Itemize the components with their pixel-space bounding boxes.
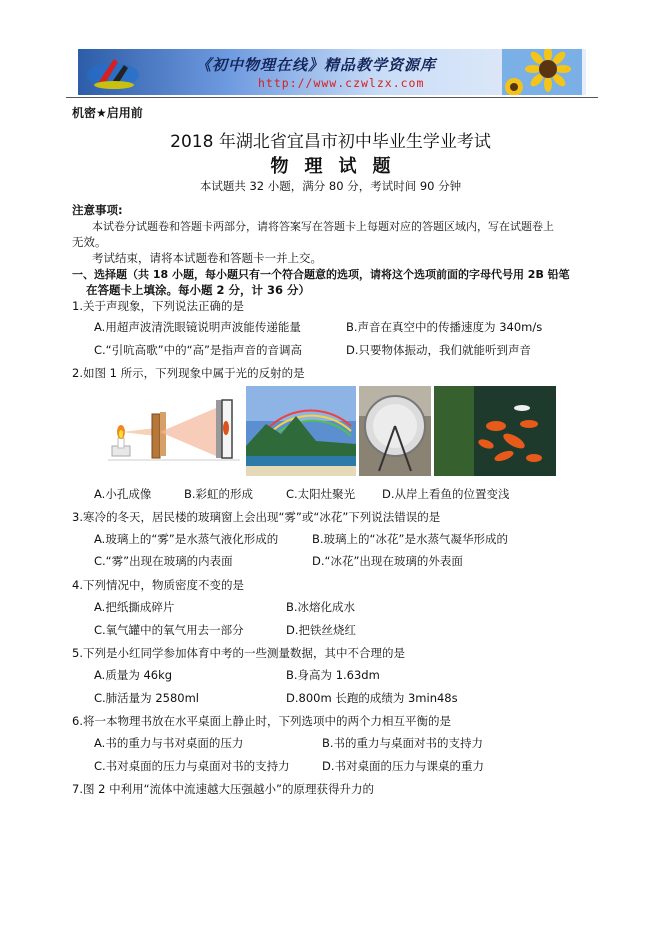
fish-pond-icon xyxy=(434,386,556,476)
question-3-option-d: D.“冰花”出现在玻璃的外表面 xyxy=(312,554,463,568)
question-4-option-a: A.把纸撕成碎片 xyxy=(94,600,175,614)
question-1-option-a: A.用超声波清洗眼镜说明声波能传递能量 xyxy=(94,320,301,334)
question-6-option-c: C.书对桌面的压力与桌面对书的支持力 xyxy=(94,759,290,773)
figure-1d-fish-pond xyxy=(434,386,556,476)
notes-line-2: 无效。 xyxy=(72,235,107,249)
question-2-option-c: C.太阳灶聚光 xyxy=(286,487,356,501)
section-heading-line-1: 一、选择题（共 18 小题，每小题只有一个符合题意的选项，请将这个选项前面的字母代号用 2B 铅笔 xyxy=(72,268,570,281)
question-4-option-b: B.冰熔化成水 xyxy=(286,600,356,614)
question-4-option-c: C.氧气罐中的氧气用去一部分 xyxy=(94,623,244,637)
question-2-option-b: B.彩虹的形成 xyxy=(184,487,254,501)
question-7-stem: 7.图 2 中利用“流体中流速越大压强越小”的原理获得升力的 xyxy=(72,782,375,796)
figure-1b-rainbow xyxy=(246,386,356,476)
question-5-option-d: D.800m 长跑的成绩为 3min48s xyxy=(286,691,458,705)
banner-title: 《初中物理在线》精品教学资源库 xyxy=(196,56,437,74)
question-3-stem: 3.寒冷的冬天，居民楼的玻璃窗上会出现“雾”或“冰花”下列说法错误的是 xyxy=(72,510,441,524)
secret-label: 机密★启用前 xyxy=(72,106,143,120)
question-1-option-b: B.声音在真空中的传播速度为 340m/s xyxy=(346,320,543,334)
question-5-stem: 5.下列是小红同学参加体育中考的一些测量数据，其中不合理的是 xyxy=(72,646,405,660)
question-3-option-a: A.玻璃上的“雾”是水蒸气液化形成的 xyxy=(94,532,279,546)
question-2-stem: 2.如图 1 所示，下列现象中属于光的反射的是 xyxy=(72,366,305,380)
subject-title: 物理试题 xyxy=(270,156,407,177)
question-6-option-d: D.书对桌面的压力与课桌的重力 xyxy=(322,759,485,773)
pinhole-camera-icon xyxy=(104,386,242,476)
question-4-stem: 4.下列情况中，物质密度不变的是 xyxy=(72,578,244,592)
banner xyxy=(78,49,586,95)
question-5-option-b: B.身高为 1.63dm xyxy=(286,668,380,682)
question-6-stem: 6.将一本物理书放在水平桌面上静止时，下列选项中的两个力相互平衡的是 xyxy=(72,714,451,728)
site-logo-icon xyxy=(84,53,142,91)
question-1-option-d: D.只要物体振动，我们就能听到声音 xyxy=(346,343,532,357)
exam-info: 本试题共 32 小题，满分 80 分，考试时间 90 分钟 xyxy=(199,179,462,193)
question-1-option-c: C.“引吭高歌”中的“高”是指声音的音调高 xyxy=(94,343,303,357)
question-6-option-a: A.书的重力与书对桌面的压力 xyxy=(94,736,244,750)
question-6-option-b: B.书的重力与桌面对书的支持力 xyxy=(322,736,484,750)
rainbow-photo-icon xyxy=(246,386,356,476)
question-3-option-c: C.“雾”出现在玻璃的内表面 xyxy=(94,554,233,568)
header-rule xyxy=(66,97,598,98)
sunflower-icon xyxy=(502,49,582,95)
notes-heading: 注意事项: xyxy=(72,203,123,217)
exam-title: 2018 年湖北省宜昌市初中毕业生学业考试 xyxy=(170,132,491,152)
section-heading-line-2: 在答题卡上填涂。每小题 2 分，计 36 分） xyxy=(86,283,311,297)
banner-url[interactable]: http://www.czwlzx.com xyxy=(258,76,425,90)
question-4-option-d: D.把铁丝烧红 xyxy=(286,623,357,637)
question-1-stem: 1.关于声现象，下列说法正确的是 xyxy=(72,299,244,313)
notes-line-3: 考试结束，请将本试题卷和答题卡一并上交。 xyxy=(92,251,322,265)
notes-line-1: 本试卷分试题卷和答题卡两部分，请将答案写在答题卡上每题对应的答题区域内，写在试题卷上 xyxy=(92,220,554,233)
question-5-option-c: C.肺活量为 2580ml xyxy=(94,691,200,705)
figure-1a-pinhole xyxy=(104,386,242,476)
question-5-option-a: A.质量为 46kg xyxy=(94,668,173,682)
question-3-option-b: B.玻璃上的“冰花”是水蒸气凝华形成的 xyxy=(312,532,508,546)
question-2-option-d: D.从岸上看鱼的位置变浅 xyxy=(382,487,510,501)
figure-1c-solar-cooker xyxy=(359,386,431,476)
solar-cooker-icon xyxy=(359,386,431,476)
question-2-option-a: A.小孔成像 xyxy=(94,487,152,501)
